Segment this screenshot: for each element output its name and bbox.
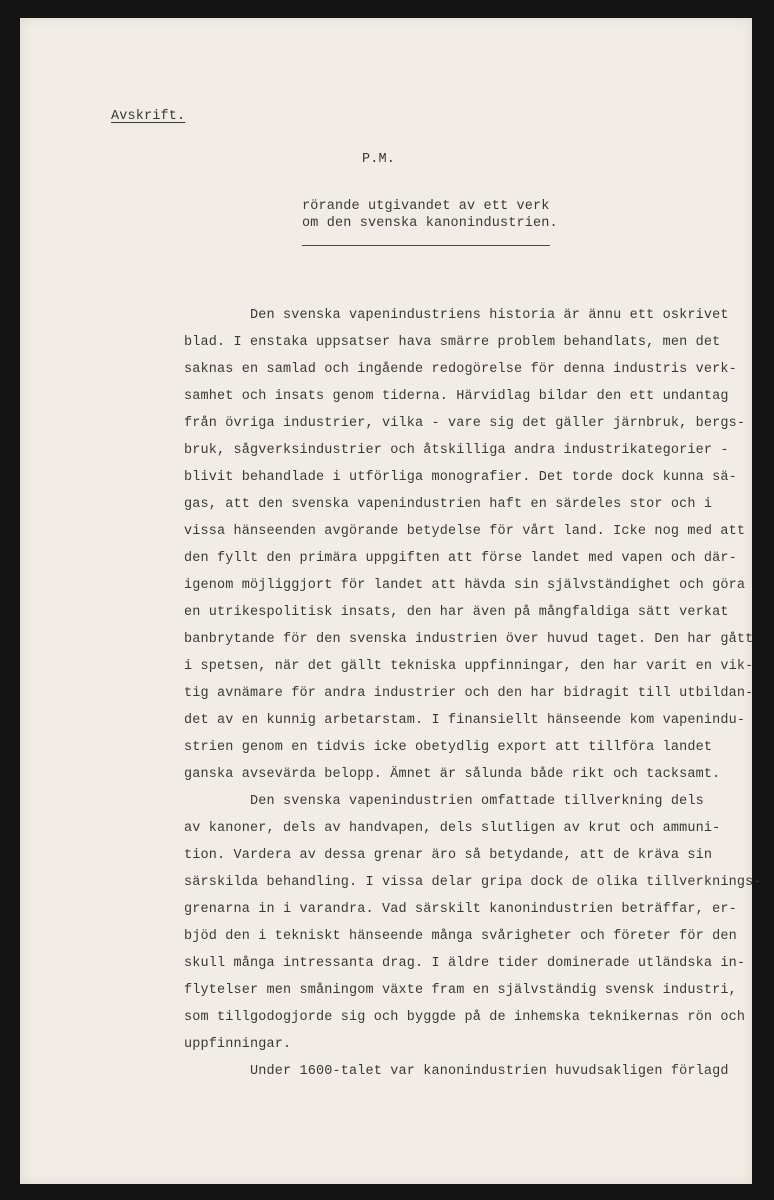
body-line: bjöd den i tekniskt hänseende många svårigheter och företer för den — [184, 929, 737, 944]
body-line: strien genom en tidvis icke obetydlig export att tillföra landet — [184, 740, 713, 755]
body-line: grenarna in i varandra. Vad särskilt kanonindustrien beträffar, er- — [184, 902, 737, 917]
body-line: banbrytande för den svenska industrien över huvud taget. Den har gått — [184, 632, 754, 647]
body-line: en utrikespolitisk insats, den har även på mångfaldiga sätt verkat — [184, 605, 729, 620]
body-line: som tillgodogjorde sig och byggde på de inhemska teknikernas rön och — [184, 1010, 746, 1025]
body-line: igenom möjliggjort för landet att hävda sin självständighet och göra — [184, 578, 746, 593]
body-line: samhet och insats genom tiderna. Härvidlag bildar den ett undantag — [184, 389, 729, 404]
body-line: tig avnämare för andra industrier och den har bidragit till utbildan- — [184, 686, 754, 701]
body-line: den fyllt den primära uppgiften att förse landet med vapen och där- — [184, 551, 737, 566]
body-line: gas, att den svenska vapenindustrien haft en särdeles stor och i — [184, 497, 713, 512]
subtitle-underline — [302, 245, 550, 246]
body-line: det av en kunnig arbetarstam. I finansiellt hänseende kom vapenindu- — [184, 713, 746, 728]
body-line: i spetsen, när det gällt tekniska uppfinningar, den har varit en vik- — [184, 659, 754, 674]
body-line: tion. Vardera av dessa grenar äro så betydande, att de kräva sin — [184, 848, 713, 863]
body-line: ganska avsevärda belopp. Ämnet är sålunda både rikt och tacksamt. — [184, 767, 721, 782]
body-line: flytelser men småningom växte fram en självständig svensk industri, — [184, 983, 737, 998]
document-page — [20, 18, 762, 1184]
subtitle-line-1: rörande utgivandet av ett verk — [302, 199, 550, 214]
memo-title: P.M. — [362, 152, 396, 167]
subtitle-line-2: om den svenska kanonindustrien. — [302, 216, 558, 231]
copy-label: Avskrift. — [111, 109, 186, 124]
body-line: särskilda behandling. I vissa delar gripa dock de olika tillverknings- — [184, 875, 762, 890]
body-line: bruk, sågverksindustrier och åtskilliga andra industrikategorier - — [184, 443, 729, 458]
body-line: vissa hänseenden avgörande betydelse för vårt land. Icke nog med att — [184, 524, 746, 539]
body-line: av kanoner, dels av handvapen, dels slutligen av krut och ammuni- — [184, 821, 721, 836]
body-line: från övriga industrier, vilka - vare sig det gäller järnbruk, bergs- — [184, 416, 746, 431]
body-line: Den svenska vapenindustrien omfattade tillverkning dels — [184, 794, 704, 809]
body-line: uppfinningar. — [184, 1037, 292, 1052]
body-line: Den svenska vapenindustriens historia är ännu ett oskrivet — [184, 308, 729, 323]
body-line: blad. I enstaka uppsatser hava smärre problem behandlats, men det — [184, 335, 721, 350]
body-line: blivit behandlade i utförliga monografier. Det torde dock kunna sä- — [184, 470, 737, 485]
memo-body — [184, 302, 762, 1085]
body-line: saknas en samlad och ingående redogörelse för denna industris verk- — [184, 362, 737, 377]
body-line: Under 1600-talet var kanonindustrien huvudsakligen förlagd — [184, 1064, 729, 1079]
body-line: skull många intressanta drag. I äldre tider dominerade utländska in- — [184, 956, 746, 971]
memo-subtitle — [302, 198, 558, 232]
